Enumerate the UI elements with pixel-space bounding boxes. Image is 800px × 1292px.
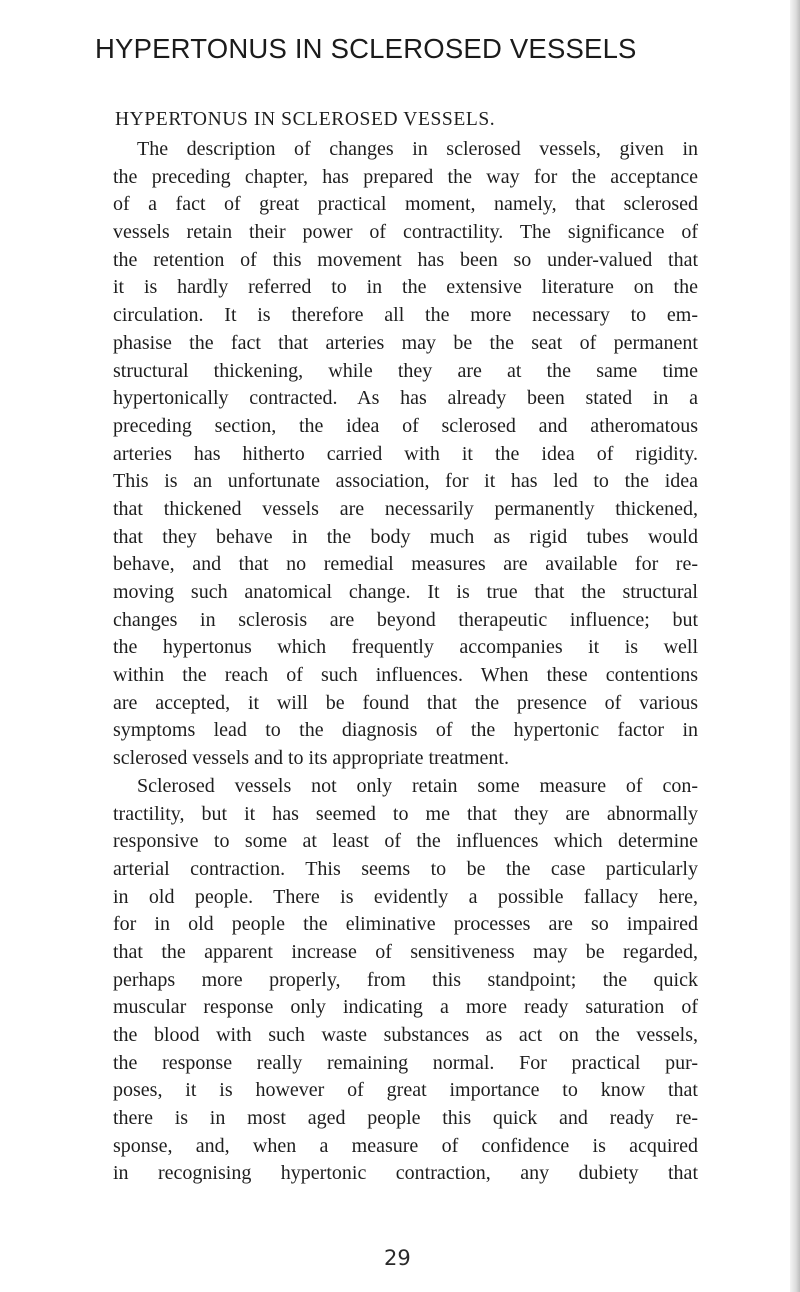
- running-head: HYPERTONUS IN SCLEROSED VESSELS: [95, 33, 637, 64]
- text-line: preceding section, the idea of sclerosed and atheromatous: [113, 414, 698, 437]
- text-line: it is hardly referred to in the extensive literature on the: [113, 276, 698, 299]
- text-line: that the apparent increase of sensitiveness may be regarded,: [113, 940, 698, 963]
- text-line: sponse, and, when a measure of confidence is acquired: [113, 1134, 698, 1157]
- text-line: muscular response only indicating a more ready saturation of: [113, 996, 698, 1019]
- text-line: moving such anatomical change. It is true that the structural: [113, 581, 698, 603]
- text-line: are accepted, it will be found that the presence of various: [113, 691, 698, 714]
- text-line: within the reach of such influences. When these contentions: [113, 664, 698, 687]
- page-body: [113, 104, 698, 1188]
- page-number: 29: [384, 1246, 411, 1270]
- body-text: [113, 136, 698, 1188]
- text-line: arteries has hitherto carried with it the idea of rigidity.: [113, 442, 698, 465]
- text-line: of a fact of great practical moment, namely, that sclerosed: [113, 193, 698, 216]
- text-line: structural thickening, while they are at the same time: [113, 359, 698, 382]
- text-line: the hypertonus which frequently accompanies it is well: [113, 636, 698, 659]
- text-line: changes in sclerosis are beyond therapeutic influence; but: [113, 608, 698, 631]
- text-line: in old people. There is evidently a possible fallacy here,: [113, 885, 698, 908]
- text-line: the blood with such waste substances as act on the vessels,: [113, 1024, 698, 1046]
- text-line: sclerosed vessels and to its appropriate treatment.: [113, 747, 509, 770]
- text-line: the retention of this movement has been so under-valued that: [113, 248, 698, 271]
- text-line: perhaps more properly, from this standpoint; the quick: [113, 968, 698, 991]
- text-line: This is an unfortunate association, for it has led to the idea: [113, 470, 698, 493]
- text-line: circulation. It is therefore all the more necessary to em-: [113, 304, 698, 327]
- text-line: tractility, but it has seemed to me that they are abnormally: [113, 802, 698, 825]
- text-line: there is in most aged people this quick and ready re-: [113, 1107, 698, 1130]
- text-line: poses, it is however of great importance to know that: [113, 1079, 698, 1102]
- text-line: symptoms lead to the diagnosis of the hypertonic factor in: [113, 719, 698, 742]
- text-line: that thickened vessels are necessarily permanently thickened,: [113, 497, 698, 520]
- text-line: the response really remaining normal. For practical pur-: [113, 1051, 698, 1074]
- chapter-title: HYPERTONUS IN SCLEROSED VESSELS.: [115, 109, 496, 130]
- text-line: behave, and that no remedial measures are available for re-: [113, 553, 698, 576]
- text-line: responsive to some at least of the influences which determine: [113, 830, 698, 853]
- text-line: for in old people the eliminative processes are so impaired: [113, 913, 698, 936]
- text-line: Sclerosed vessels not only retain some measure of con-: [137, 774, 698, 797]
- text-line: The description of changes in sclerosed vessels, given in: [137, 138, 698, 160]
- text-line: in recognising hypertonic contraction, any dubiety that: [113, 1162, 698, 1185]
- text-line: phasise the fact that arteries may be the seat of permanent: [113, 331, 698, 354]
- text-line: hypertonically contracted. As has already been stated in a: [113, 387, 698, 410]
- text-line: that they behave in the body much as rigid tubes would: [113, 525, 698, 548]
- page-edge-shadow: [790, 0, 800, 1292]
- text-line: vessels retain their power of contractility. The significance of: [113, 221, 698, 244]
- text-line: the preceding chapter, has prepared the way for the acceptance: [113, 165, 698, 188]
- text-line: arterial contraction. This seems to be the case particularly: [113, 857, 698, 880]
